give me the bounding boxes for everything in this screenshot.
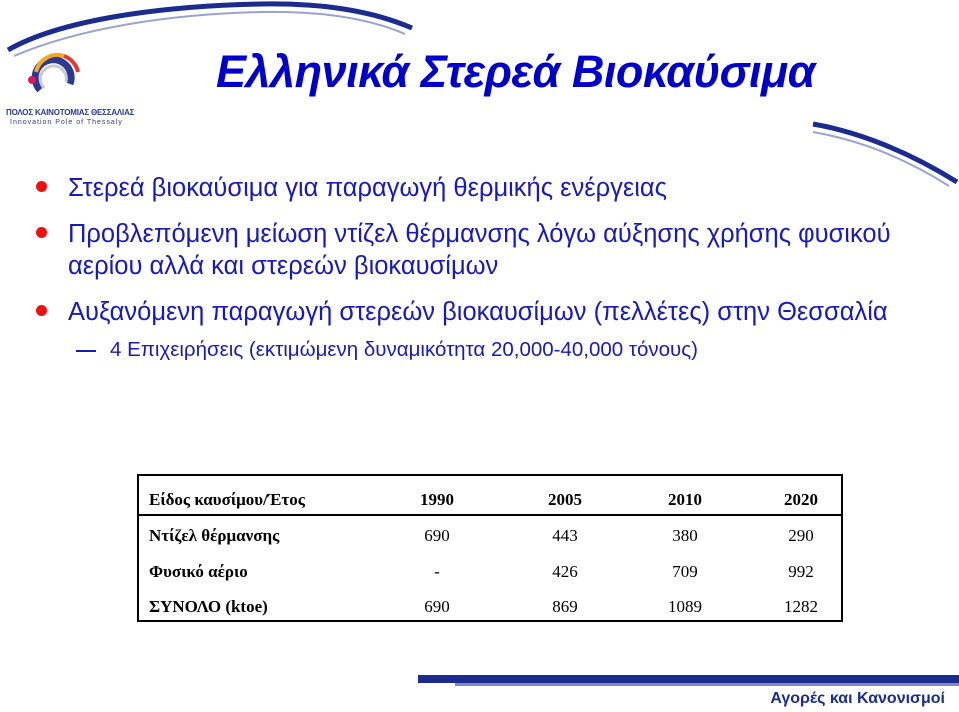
table-cell: Φυσικό αέριο — [149, 562, 248, 581]
table-row — [139, 583, 841, 617]
table-cell: ΣΥΝΟΛΟ (ktoe) — [149, 597, 268, 616]
header-cell: 2005 — [548, 490, 582, 509]
bullet-dot-icon — [36, 227, 47, 238]
sub-bullet-item — [36, 336, 936, 364]
bullet-dot-icon — [36, 181, 47, 192]
header-cell: 2020 — [784, 490, 818, 509]
bullet-dot-icon — [36, 305, 47, 316]
header-cell: 1990 — [420, 490, 454, 509]
table-cell: 690 — [424, 526, 450, 545]
bullet-list — [36, 172, 936, 364]
footer-bar-accent — [455, 683, 959, 686]
bullet-item — [36, 172, 936, 204]
table-cell: 1282 — [784, 597, 818, 616]
header-cell: 2010 — [668, 490, 702, 509]
footer-bar — [418, 675, 959, 683]
table-cell: 426 — [552, 562, 578, 581]
sub-bullet-text: 4 Επιχειρήσεις (εκτιμώμενη δυναμικότητα 20,000-40,000 τόνους) — [110, 338, 698, 361]
table-row — [139, 512, 841, 546]
footer-section-label: Αγορές και Κανονισμοί — [770, 690, 945, 707]
table-cell: 380 — [672, 526, 698, 545]
bullet-item — [36, 218, 936, 282]
table-header-row — [139, 476, 841, 510]
table-cell: 1089 — [668, 597, 702, 616]
header-cell: Είδος καυσίμου/Έτος — [149, 490, 305, 509]
table-cell: 290 — [788, 526, 814, 545]
table-cell: - — [434, 562, 440, 581]
bullet-text: Στερεά βιοκαύσιμα για παραγωγή θερμικής ενέργειας — [68, 174, 667, 202]
slide-title: Ελληνικά Στερεά Βιοκαύσιμα — [216, 46, 816, 97]
logo-text-english: Innovation Pole of Thessaly — [10, 119, 123, 126]
innovation-pole-logo-icon — [24, 50, 84, 106]
table-cell: Ντίζελ θέρμανσης — [149, 526, 280, 545]
fuel-consumption-table — [137, 474, 843, 622]
logo — [6, 50, 135, 130]
table-cell: 869 — [552, 597, 578, 616]
table-row — [139, 548, 841, 582]
table-cell: 709 — [672, 562, 698, 581]
logo-text-greek: ΠΟΛΟΣ ΚΑΙΝΟΤΟΜΙΑΣ ΘΕΣΣΑΛΙΑΣ — [6, 108, 135, 117]
table-cell: 443 — [552, 526, 578, 545]
table-cell: 690 — [424, 597, 450, 616]
dash-icon — [76, 350, 96, 352]
bullet-item — [36, 296, 936, 328]
table-cell: 992 — [788, 562, 814, 581]
bullet-text: Αυξανόμενη παραγωγή στερεών βιοκαυσίμων (πελλέτες) στην Θεσσαλία — [68, 298, 888, 326]
bullet-text: Προβλεπόμενη μείωση ντίζελ θέρμανσης λόγω αύξησης χρήσης φυσικού αερίου αλλά και στερεών βιοκαυσίμων — [68, 220, 891, 280]
